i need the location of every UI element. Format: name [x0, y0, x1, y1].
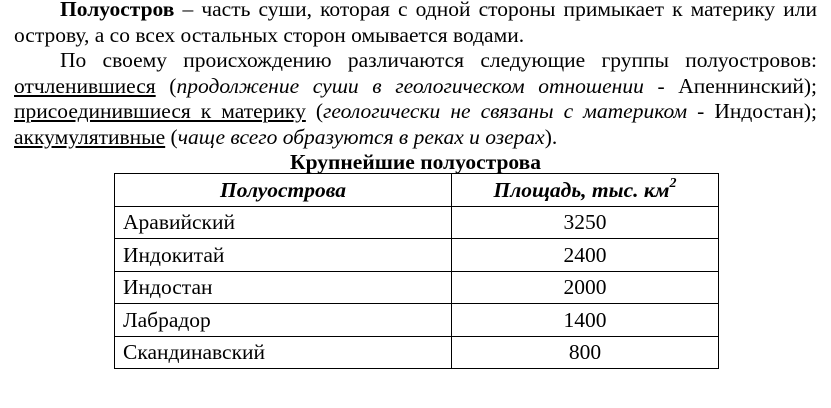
- cell-area: 3250: [452, 206, 719, 239]
- cell-name: Индостан: [115, 271, 452, 304]
- cell-area: 2400: [452, 239, 719, 272]
- definition-term: Полуостров: [60, 0, 175, 21]
- cell-name: Аравийский: [115, 206, 452, 239]
- group-name-accumulative: аккумулятивные: [14, 124, 166, 149]
- group-note-attached: геологически не связаны с материком: [323, 99, 688, 123]
- origin-paragraph: [14, 48, 817, 150]
- table-row: [115, 271, 719, 304]
- cell-area: 1400: [452, 304, 719, 337]
- table-row: [115, 304, 719, 337]
- header-area: [452, 174, 719, 207]
- header-peninsulas: Полуострова: [115, 174, 452, 207]
- cell-name: Скандинавский: [115, 336, 452, 369]
- group-open-paren: (: [305, 99, 324, 123]
- table-header-row: [115, 174, 719, 207]
- group-example-detached: - Апеннинский);: [643, 73, 817, 98]
- cell-name: Лабрадор: [115, 304, 452, 337]
- table-row: [115, 206, 719, 239]
- definition-text: – часть суши, которая с одной стороны примыкает к материку или острову, а со всех остальных сторон омывается водами.: [14, 0, 817, 47]
- cell-area: 800: [452, 336, 719, 369]
- table-caption: Крупнейшие полуострова: [290, 150, 541, 174]
- table-row: [115, 336, 719, 369]
- group-note-detached: продолжение суши в геологическом отношении: [176, 73, 644, 98]
- group-name-detached: отчленившиеся: [14, 73, 156, 98]
- cell-area: 2000: [452, 271, 719, 304]
- group-example-attached: - Индостан);: [687, 99, 817, 123]
- group-open-paren: (: [155, 73, 177, 98]
- header-area-sup: 2: [669, 175, 677, 191]
- cell-name: Индокитай: [115, 239, 452, 272]
- table-row: [115, 239, 719, 272]
- peninsulas-table: [114, 173, 719, 369]
- group-open-paren: (: [165, 124, 178, 149]
- origin-intro: По своему происхождению различаются следующие группы полуостровов:: [60, 48, 817, 72]
- header-area-text: Площадь, тыс. км: [493, 177, 670, 202]
- group-note-accumulative: чаще всего образуются в реках и озерах: [177, 124, 545, 149]
- definition-paragraph: [14, 0, 817, 48]
- group-example-accumulative: ).: [544, 124, 558, 149]
- group-name-attached: присоединившиеся к материку: [14, 99, 306, 123]
